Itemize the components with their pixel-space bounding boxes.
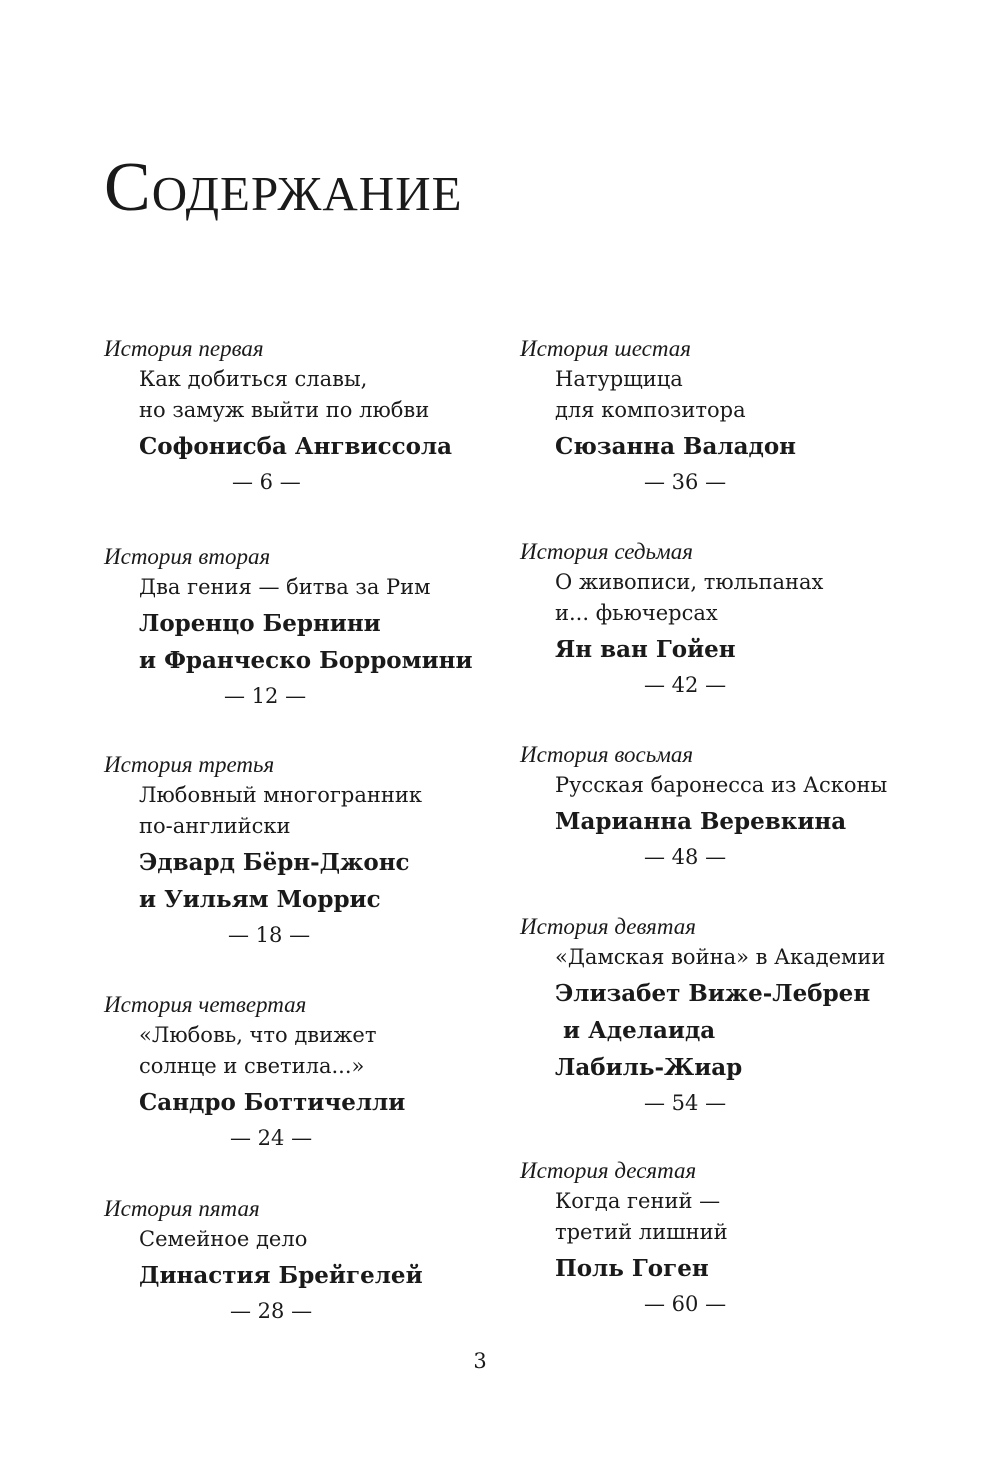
- story-artist-line: Лабиль-Жиар: [555, 1054, 743, 1081]
- story-artist-line: и Франческо Борромини: [139, 647, 473, 674]
- story-artist-line: Сандро Боттичелли: [139, 1089, 406, 1116]
- story-page-number: — 24 —: [230, 1126, 313, 1150]
- toc-entry: [104, 990, 504, 1194]
- story-artist: [104, 844, 504, 918]
- toc-entry: [520, 537, 920, 740]
- story-artist-line: Лоренцо Бернини: [139, 610, 381, 637]
- story-subtitle-line: «Любовь, что движет: [139, 1023, 377, 1047]
- story-artist: [520, 975, 920, 1086]
- story-subtitle: [520, 567, 920, 629]
- toc-column-right: [520, 334, 920, 1321]
- toc-entry: [104, 1194, 504, 1328]
- story-artist-line: Династия Брейгелей: [139, 1262, 423, 1289]
- toc-entry: [520, 334, 920, 537]
- story-subtitle-line: Как добиться славы,: [139, 367, 368, 391]
- story-page-number: — 6 —: [232, 470, 301, 494]
- story-artist-line: Поль Гоген: [555, 1255, 709, 1282]
- story-label: История пятая: [104, 1196, 260, 1221]
- story-subtitle-line: третий лишний: [555, 1220, 728, 1244]
- toc-column-left: [104, 334, 504, 1328]
- story-subtitle: [520, 942, 920, 973]
- toc-entry: [104, 542, 504, 750]
- story-subtitle-line: для композитора: [555, 398, 746, 422]
- story-subtitle-line: солнце и светила...»: [139, 1054, 365, 1078]
- toc-entry: [104, 750, 504, 990]
- toc-entry: [520, 912, 920, 1156]
- story-label: История первая: [104, 336, 264, 361]
- story-page-number: — 54 —: [644, 1091, 727, 1115]
- story-artist: [520, 1250, 920, 1287]
- story-artist: [104, 1084, 504, 1121]
- story-page-number: — 28 —: [230, 1299, 313, 1323]
- toc-entry: [520, 1156, 920, 1321]
- story-page-number: — 12 —: [224, 684, 307, 708]
- toc-entry: [104, 334, 504, 542]
- story-subtitle-line: по-английски: [139, 814, 291, 838]
- story-artist: [104, 428, 504, 465]
- story-artist-line: Ян ван Гойен: [555, 636, 736, 663]
- story-artist-line: Софонисба Ангвиссола: [139, 433, 453, 460]
- story-artist-line: Эдвард Бёрн-Джонс: [139, 849, 410, 876]
- story-label: История девятая: [520, 914, 696, 939]
- story-subtitle-line: Любовный многогранник: [139, 783, 422, 807]
- story-subtitle: [104, 364, 504, 426]
- story-subtitle: [104, 1224, 504, 1255]
- story-subtitle: [520, 770, 920, 801]
- story-artist-line: и Аделаида: [555, 1017, 716, 1044]
- story-subtitle: [104, 780, 504, 842]
- story-subtitle-line: но замуж выйти по любви: [139, 398, 430, 422]
- story-artist: [520, 428, 920, 465]
- story-subtitle: [104, 1020, 504, 1082]
- page-title: Содержание: [104, 149, 463, 226]
- story-artist-line: Элизабет Виже-Лебрен: [555, 980, 871, 1007]
- story-artist-line: и Уильям Моррис: [139, 886, 381, 913]
- story-subtitle: [104, 572, 504, 603]
- toc-entry: [520, 740, 920, 912]
- story-artist: [520, 803, 920, 840]
- story-artist-line: Сюзанна Валадон: [555, 433, 797, 460]
- story-subtitle-line: Русская баронесса из Асконы: [555, 773, 888, 797]
- story-page-number: — 36 —: [644, 470, 727, 494]
- story-label: История третья: [104, 752, 275, 777]
- story-label: История шестая: [520, 336, 691, 361]
- story-artist: [104, 605, 504, 679]
- story-subtitle-line: Семейное дело: [139, 1227, 308, 1251]
- story-subtitle-line: Когда гений —: [555, 1189, 721, 1213]
- story-page-number: — 48 —: [644, 845, 727, 869]
- page-folio-number: 3: [473, 1349, 487, 1373]
- story-page-number: — 18 —: [228, 923, 311, 947]
- story-label: История восьмая: [520, 742, 694, 767]
- story-page-number: — 42 —: [644, 673, 727, 697]
- story-page-number: — 60 —: [644, 1292, 727, 1316]
- story-artist: [520, 631, 920, 668]
- story-artist: [104, 1257, 504, 1294]
- story-subtitle-line: Два гения — битва за Рим: [139, 575, 431, 599]
- story-label: История вторая: [104, 544, 271, 569]
- story-subtitle-line: О живописи, тюльпанах: [555, 570, 824, 594]
- story-subtitle: [520, 364, 920, 426]
- story-subtitle-line: «Дамская война» в Академии: [555, 945, 886, 969]
- story-artist-line: Марианна Веревкина: [555, 808, 847, 835]
- story-subtitle-line: и... фьючерсах: [555, 601, 718, 625]
- story-subtitle-line: Натурщица: [555, 367, 683, 391]
- story-label: История седьмая: [520, 539, 693, 564]
- story-label: История четвертая: [104, 992, 307, 1017]
- story-subtitle: [520, 1186, 920, 1248]
- story-label: История десятая: [520, 1158, 697, 1183]
